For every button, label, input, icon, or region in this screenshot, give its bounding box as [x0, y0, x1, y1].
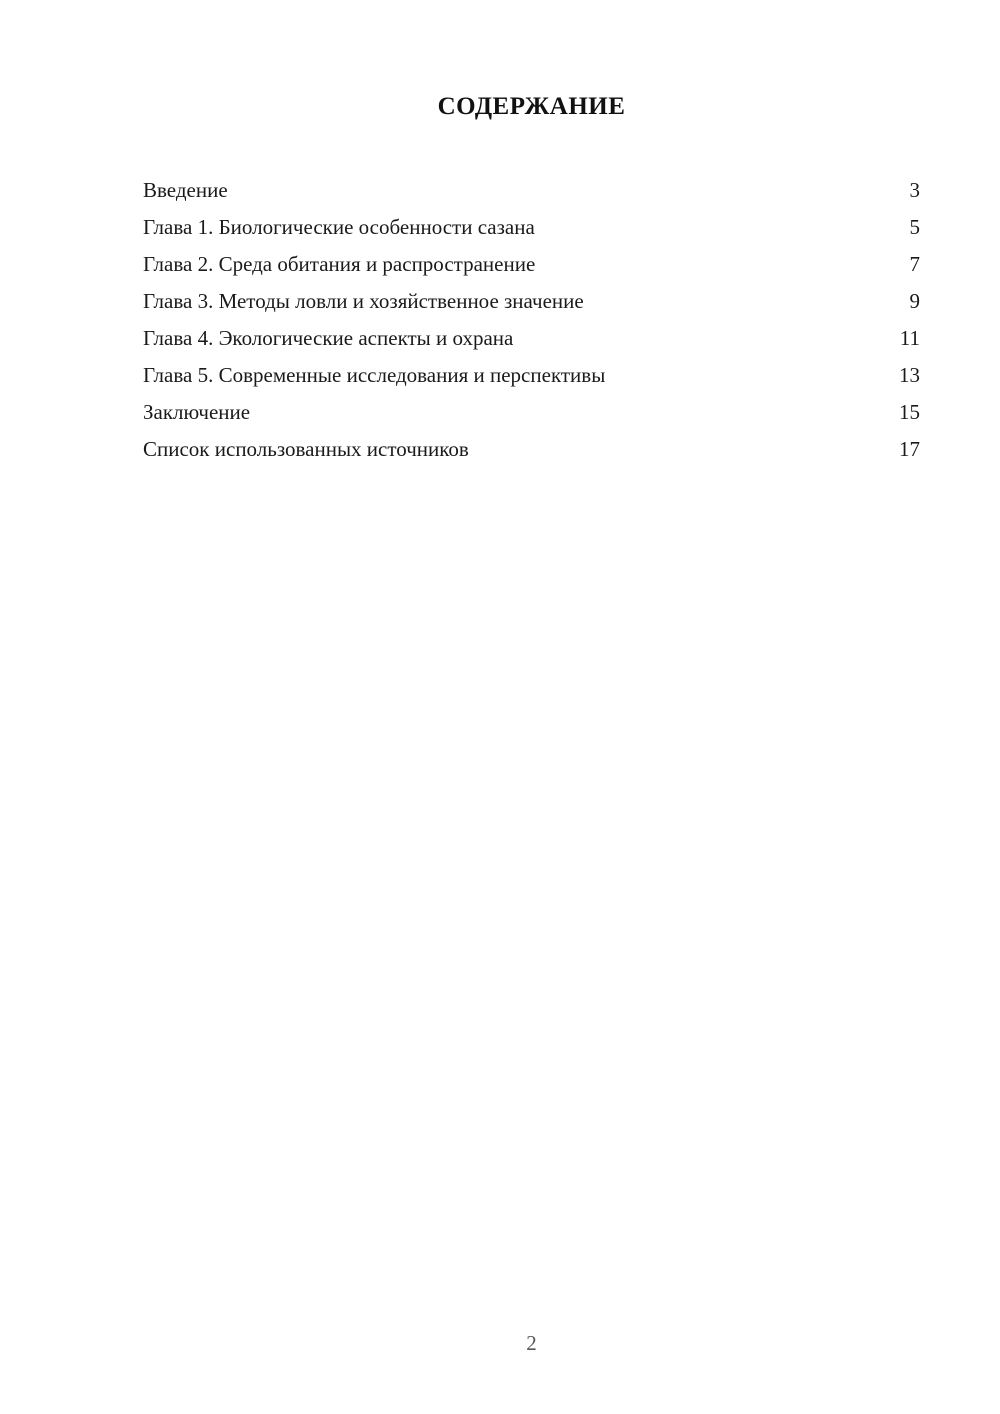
toc-entry-page-number: 13 [899, 363, 920, 387]
toc-entry-label: Глава 3. Методы ловли и хозяйственное значение [143, 289, 584, 313]
toc-entry [143, 320, 920, 357]
footer-page-number: 2 [526, 1331, 537, 1355]
toc-entry-label: Глава 1. Биологические особенности сазана [143, 215, 535, 239]
toc-entry [143, 431, 920, 468]
page-title: СОДЕРЖАНИЕ [437, 93, 626, 120]
toc-entry-page-number: 7 [909, 252, 920, 276]
toc-entry [143, 357, 920, 394]
toc-entry-page-number: 3 [909, 178, 920, 202]
toc-entry [143, 246, 920, 283]
toc-entry [143, 172, 920, 209]
toc-entry [143, 394, 920, 431]
page-content [143, 0, 920, 468]
toc-list [143, 172, 920, 468]
toc-entry-label: Заключение [143, 400, 251, 424]
toc-entry-label: Список использованных источников [143, 437, 469, 461]
toc-entry-label: Глава 2. Среда обитания и распространение [143, 252, 536, 276]
toc-entry [143, 283, 920, 320]
toc-entry [143, 209, 920, 246]
toc-entry-page-number: 15 [899, 400, 920, 424]
toc-entry-page-number: 17 [899, 437, 920, 461]
toc-entry-page-number: 5 [909, 215, 920, 239]
toc-entry-label: Глава 5. Современные исследования и перспективы [143, 363, 606, 387]
toc-entry-page-number: 11 [899, 326, 920, 350]
toc-entry-page-number: 9 [909, 289, 920, 313]
toc-entry-label: Введение [143, 178, 228, 202]
toc-entry-label: Глава 4. Экологические аспекты и охрана [143, 326, 514, 350]
